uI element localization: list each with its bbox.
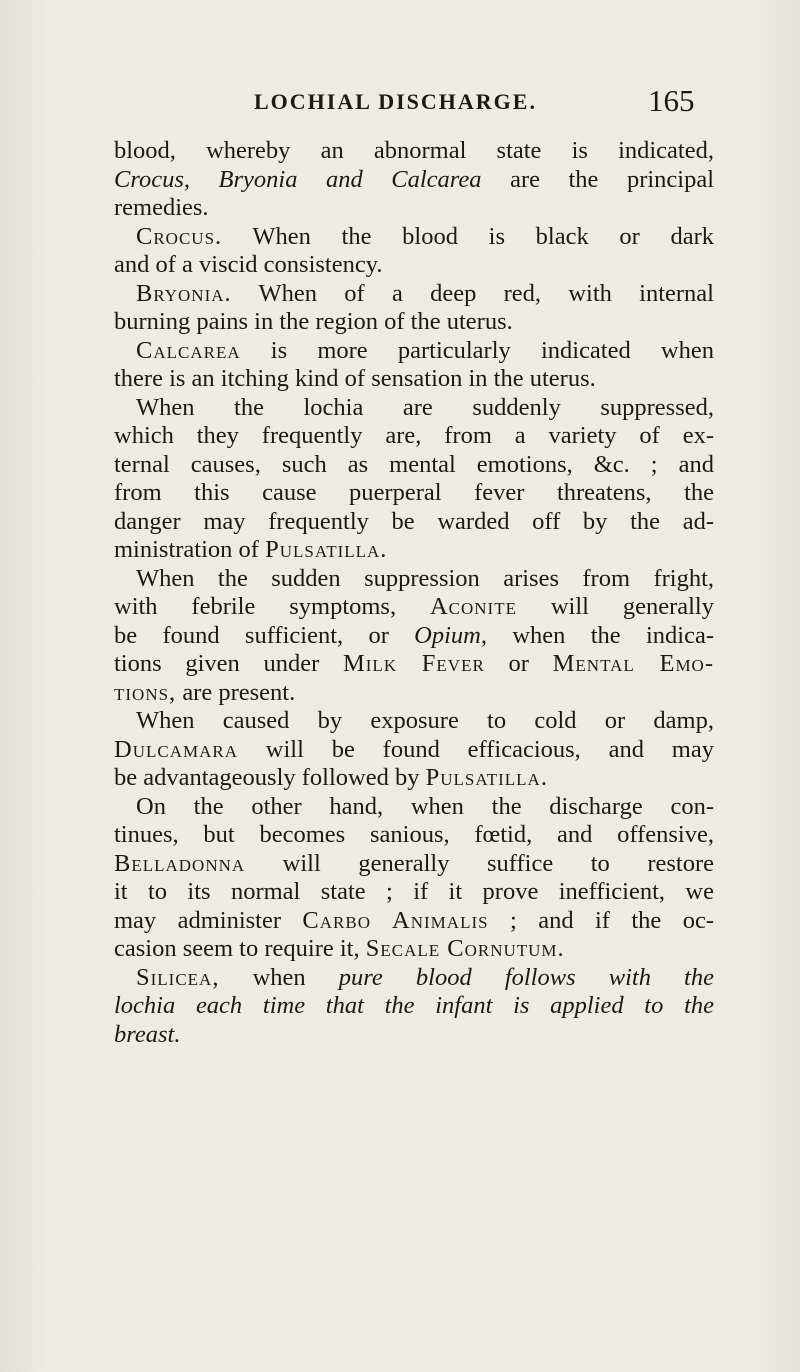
text-run: When caused by exposure to cold or damp, xyxy=(136,707,714,734)
text-run: when the indica- xyxy=(487,621,714,649)
text-line xyxy=(114,793,714,822)
text-line xyxy=(114,422,714,451)
text-run: and of a viscid consistency. xyxy=(114,251,383,278)
text-line xyxy=(114,280,714,309)
text-run: ; and if the oc- xyxy=(488,906,714,934)
remedy-name: Belladonna xyxy=(114,849,246,877)
text-line xyxy=(114,565,714,594)
text-line xyxy=(114,394,714,423)
text-line xyxy=(114,650,714,679)
text-line xyxy=(114,337,714,366)
text-line xyxy=(114,593,714,622)
text-line xyxy=(114,166,714,195)
italic-text: and xyxy=(325,165,363,193)
text-line xyxy=(114,850,714,879)
text-line xyxy=(114,736,714,765)
italic-text: Calcarea xyxy=(391,165,482,193)
italic-text: Crocus, Bryonia xyxy=(114,165,298,193)
remedy-name: Mental Emo- xyxy=(552,650,714,677)
text-line xyxy=(114,479,714,508)
text-line xyxy=(114,907,714,936)
text-run: When of a deep red, with internal xyxy=(231,279,714,307)
text-line xyxy=(114,251,714,280)
text-line xyxy=(114,992,714,1021)
italic-text: pure blood follows with the xyxy=(338,963,714,991)
text-run: from this cause puerperal fever threatens, the xyxy=(114,479,714,506)
text-run: burning pains in the region of the uterus. xyxy=(114,308,513,335)
text-run: On the other hand, when the discharge con- xyxy=(136,792,714,820)
text-line xyxy=(114,508,714,537)
remedy-name: Crocus. xyxy=(136,222,223,250)
text-run: there is an itching kind of sensation in the uterus. xyxy=(114,365,596,392)
text-line xyxy=(114,308,714,337)
remedy-name: Milk Fever xyxy=(342,650,485,677)
text-line xyxy=(114,1021,714,1050)
running-title: LOCHIAL DISCHARGE. xyxy=(254,89,537,114)
text-run: it to its normal state ; if it prove inefficient, we xyxy=(114,878,714,905)
text-run: are the principal xyxy=(481,165,715,193)
text-line xyxy=(114,365,714,394)
page-number: 165 xyxy=(648,83,695,118)
text-run: danger may frequently be warded off by the ad- xyxy=(114,507,714,535)
text-run: will be found efficacious, and may xyxy=(237,735,714,763)
body-text xyxy=(114,137,714,1049)
text-run: remedies. xyxy=(114,194,209,221)
text-line xyxy=(114,964,714,993)
italic-text: lochia each time that the infant is applied to the xyxy=(114,992,714,1019)
text-run: blood, whereby an abnormal state is indicated, xyxy=(114,137,714,164)
text-run: may administer xyxy=(114,906,303,934)
remedy-name: Pulsatilla. xyxy=(425,764,548,791)
remedy-name: Secale Cornutum. xyxy=(365,935,565,962)
text-run: tinues, but becomes sanious, fœtid, and offensive, xyxy=(114,821,714,848)
text-run: When the lochia are suddenly suppressed, xyxy=(136,393,714,421)
text-line xyxy=(114,878,714,907)
remedy-name: Calcarea xyxy=(136,336,241,364)
text-run: when xyxy=(219,963,339,991)
text-run xyxy=(297,166,326,193)
text-line xyxy=(114,935,714,964)
text-line xyxy=(114,451,714,480)
text-run: or xyxy=(484,650,553,677)
text-run: be found sufficient, or xyxy=(114,621,415,649)
remedy-name: Dulcamara xyxy=(114,735,238,763)
text-line xyxy=(114,821,714,850)
text-run: with febrile symptoms, xyxy=(114,593,430,620)
text-run: will generally xyxy=(516,593,714,620)
text-line xyxy=(114,137,714,166)
text-run: are present. xyxy=(176,678,296,706)
running-head xyxy=(0,83,800,128)
italic-text: breast. xyxy=(114,1020,181,1048)
text-run: casion seem to require it, xyxy=(114,935,366,962)
text-run: tions given under xyxy=(114,650,343,677)
text-line xyxy=(114,194,714,223)
text-line xyxy=(114,707,714,736)
text-line xyxy=(114,622,714,651)
remedy-name: Silicea, xyxy=(136,963,220,991)
text-line xyxy=(114,679,714,708)
text-run: When the blood is black or dark xyxy=(222,222,714,250)
text-run: be advantageously followed by xyxy=(114,764,426,791)
text-run: is more particularly indicated when xyxy=(240,336,714,364)
text-line xyxy=(114,764,714,793)
remedy-name: Bryonia. xyxy=(136,279,232,307)
text-run: will generally suffice to restore xyxy=(245,849,714,877)
text-line xyxy=(114,223,714,252)
text-run: When the sudden suppression arises from fright, xyxy=(136,564,714,592)
remedy-name: Pulsatilla. xyxy=(265,536,388,563)
text-run: ministration of xyxy=(114,536,266,563)
italic-text: Opium, xyxy=(414,621,487,649)
remedy-name: Carbo Animalis xyxy=(302,906,489,934)
text-run: which they frequently are, from a variety of ex- xyxy=(114,422,714,449)
text-run: ternal causes, such as mental emotions, &c. ; and xyxy=(114,450,714,478)
remedy-name: Aconite xyxy=(429,593,517,620)
remedy-name: tions, xyxy=(114,678,177,706)
text-line xyxy=(114,536,714,565)
text-run xyxy=(363,166,392,193)
